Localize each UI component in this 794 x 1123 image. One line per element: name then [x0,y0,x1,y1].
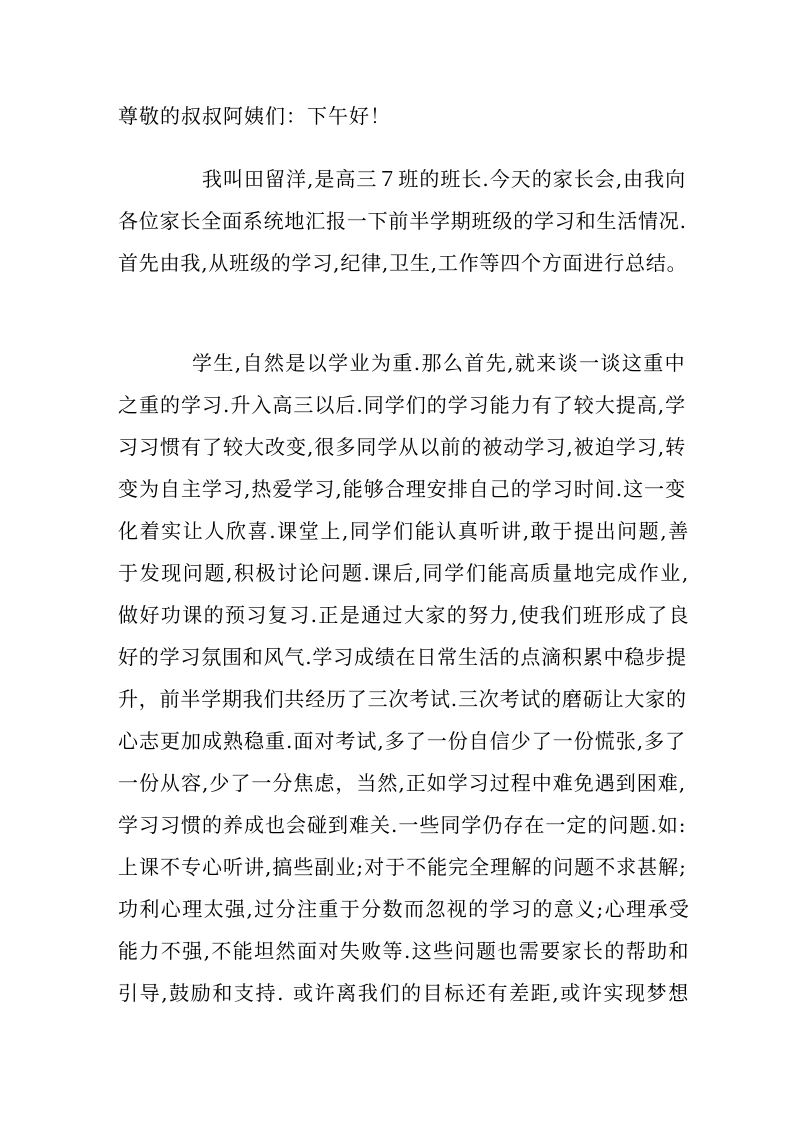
paragraph-line: 各位家长全面系统地汇报一下前半学期班级的学习和生活情况. [118,209,687,233]
paragraph-line: 一份从容,少了一分焦虑，当然,正如学习过程中难免遇到困难, [118,771,687,795]
greeting-line: 尊敬的叔叔阿姨们：下午好！ [118,104,391,128]
paragraph-line: 能力不强,不能坦然面对失败等.这些问题也需要家长的帮助和 [118,939,690,963]
paragraph-line: 我叫田留洋,是高三７班的班长.今天的家长会,由我向 [202,167,687,191]
paragraph-line: 习习惯有了较大改变,很多同学从以前的被动学习,被迫学习,转 [118,435,687,459]
paragraph-line: 做好功课的预习复习.正是通过大家的努力,使我们班形成了良 [118,603,690,627]
paragraph-line: 上课不专心听讲,搞些副业;对于不能完全理解的问题不求甚解; [118,855,687,879]
paragraph-line: 升，前半学期我们共经历了三次考试.三次考试的磨砺让大家的 [118,687,687,711]
paragraph-line: 之重的学习.升入高三以后.同学们的学习能力有了较大提高,学 [118,393,687,417]
paragraph-line: 心志更加成熟稳重.面对考试,多了一份自信少了一份慌张,多了 [118,729,687,753]
paragraph-line: 化着实让人欣喜.课堂上,同学们能认真听讲,敢于提出问题,善 [118,519,690,543]
paragraph-line: 变为自主学习,热爱学习,能够合理安排自己的学习时间.这一变 [118,477,687,501]
paragraph-line: 学习习惯的养成也会碰到难关.一些同学仍存在一定的问题.如: [118,813,687,837]
paragraph-line: 引导,鼓励和支持. 或许离我们的目标还有差距,或许实现梦想 [118,981,690,1005]
paragraph-line: 功利心理太强,过分注重于分数而忽视的学习的意义;心理承受 [118,897,691,921]
paragraph-line: 好的学习氛围和风气.学习成绩在日常生活的点滴积累中稳步提 [118,645,687,669]
paragraph-line: 于发现问题,积极讨论问题.课后,同学们能高质量地完成作业, [118,561,690,585]
paragraph-line: 学生,自然是以学业为重.那么首先,就来谈一谈这重中 [192,351,687,375]
paragraph-line: 首先由我,从班级的学习,纪律,卫生,工作等四个方面进行总结。 [118,251,688,275]
